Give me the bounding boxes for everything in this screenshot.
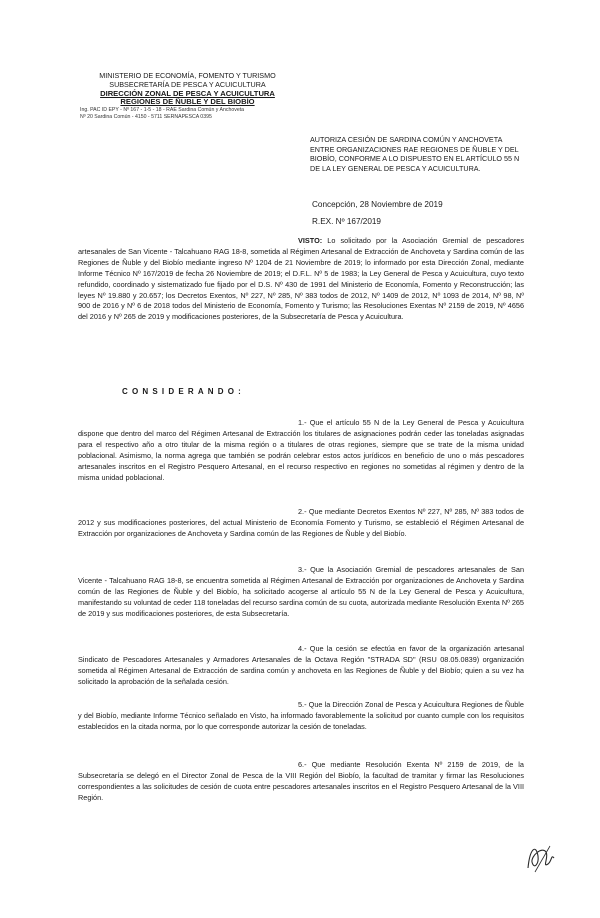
paragraph-4: 4.- Que la cesión se efectúa en favor de la organización artesanal Sindicato de Pescadores Artesanales y Armadores Artesanales de la Octava Región "STRADA SD" (RSU 08.05.0839) organización sometida al Régimen Artesanal de Extracción de sardina común y anchoveta en las Regiones de Ñuble y del Biobío; quien a su vez ha solicitado la aprobación de la señalada cesión. [78, 644, 524, 686]
reference-line-1: Ing. PAC ID EPY - Nº 167 - 1-5 - 18 - RAE Sardina Común y Anchoveta [80, 107, 245, 114]
considerando-heading: CONSIDERANDO: [122, 387, 246, 396]
resolution-title: AUTORIZA CESIÓN DE SARDINA COMÚN Y ANCHOVETA ENTRE ORGANIZACIONES RAE REGIONES DE ÑUBLE Y DEL BIOBÍO, CONFORME A LO DISPUESTO EN EL ARTÍCULO 55 N DE LA LEY GENERAL DE PESCA Y ACUICULTURA. [310, 135, 520, 173]
subsecretariat-line: SUBSECRETARÍA DE PESCA Y ACUICULTURA [109, 79, 266, 89]
paragraph-3: 3.- Que la Asociación Gremial de pescadores artesanales de San Vicente - Talcahuano RAG 18-8, se encuentra sometida al Régimen Artesanal de Extracción por organizaciones de Anchoveta y Sardina común de las Regiones de Ñuble y del Biobío, ha solicitado acogerse al artículo 55 N de la Ley General de Pesca y Acuicultura, manifestando su voluntad de ceder 118 toneladas del recurso sardina común de su cuota, autorizada mediante Resolución Exenta Nº 265 de 2019 y sus modificaciones posteriores, de esta Subsecretaría. [78, 565, 524, 618]
paragraph-1: 1.- Que el artículo 55 N de la Ley General de Pesca y Acuicultura dispone que dentro del marco del Régimen Artesanal de Extracción los titulares de asignaciones podrán ceder las toneladas asignadas para el respectivo año a otro titular de la misma región o a titulares de otras regiones, siempre que se trate de la misma unidad poblacional. Asimismo, la norma agrega que también se podrán celebrar estos actos jurídicos en beneficio de uno o más pescadores artesanales inscritos en el Registro Pesquero Artesanal, en el recurso respectivo en regiones no sometidas al régimen y dentro de la misma unidad poblacional. [78, 418, 524, 482]
regions-line: REGIONES DE ÑUBLE Y DEL BIOBÍO [120, 97, 255, 107]
direction-line: DIRECCIÓN ZONAL DE PESCA Y ACUICULTURA [100, 88, 275, 98]
letterhead [80, 72, 295, 120]
visto-text: Lo solicitado por la Asociación Gremial de pescadores artesanales de San Vicente - Talcahuano RAG 18-8, sometida al Régimen Artesanal de Extracción de Anchoveta y Sardina común de las Regiones de Ñuble y del Biobío mediante ingreso Nº 1204 de 21 Noviembre de 2019; lo informado por esta Dirección Zonal, mediante Informe Técnico Nº 167/2019 de fecha 26 Noviembre de 2019; el D.F.L. Nº 5 de 1983; la Ley General de Pesca y Acuicultura, cuyo texto refundido, coordinado y sistematizado fue fijado por el D.S. Nº 430 de 1991 del Ministerio de Economía, Fomento y Reconstrucción; las leyes Nº 19.880 y 20.657; los Decretos Exentos, Nº 227, Nº 285, Nº 383 todos de 2012, Nº 1409 de 2012, Nº 1093 de 2014, Nº 98, Nº 900 de 2016 y Nº 6 de 2018 todos del Ministerio de Economía, Fomento y Turismo; las Resoluciones Exentas Nº 2159 de 2019, Nº 4656 del 2016 y Nº 265 de 2019 y modificaciones posteriores, de la Subsecretaría de Pesca y Acuicultura. [78, 236, 524, 322]
visto-label: VISTO: [298, 236, 323, 245]
document-date: Concepción, 28 Noviembre de 2019 [312, 200, 443, 209]
reference-line-2: Nº 20 Sardina Común - 4150 - 5711 SERNAPESCA 0395 [80, 113, 212, 120]
paragraph-6: 6.- Que mediante Resolución Exenta Nº 2159 de 2019, de la Subsecretaría se delegó en el Director Zonal de Pesca de la VIII Región del Biobío, la facultad de tramitar y firmar las Resoluciones correspondientes a las solicitudes de cesión de cuota entre pescadores artesanales inscritos en el Registro Pesquero Artesanal de la VIII Región. [78, 760, 524, 802]
ministry-line: MINISTERIO DE ECONOMÍA, FOMENTO Y TURISMO [99, 71, 276, 80]
visto-section [78, 236, 524, 323]
resolution-number: R.EX. Nº 167/2019 [312, 217, 381, 226]
paragraph-2: 2.- Que mediante Decretos Exentos Nº 227, Nº 285, Nº 383 todos de 2012 y sus modificaciones posteriores, del actual Ministerio de Economía Fomento y Turismo, se estableció el Régimen Artesanal de Extracción por organizaciones de Anchoveta y Sardina común de las Regiones de Ñuble y del Biobío. [78, 507, 524, 538]
signature-mark-icon [520, 838, 560, 878]
paragraph-5: 5.- Que la Dirección Zonal de Pesca y Acuicultura Regiones de Ñuble y del Biobío, mediante Informe Técnico señalado en Visto, ha informado favorablemente la solicitud por cuanto cumple con los requisitos establecidos en la citada norma, por lo que corresponde autorizar la cesión de toneladas. [78, 700, 524, 731]
